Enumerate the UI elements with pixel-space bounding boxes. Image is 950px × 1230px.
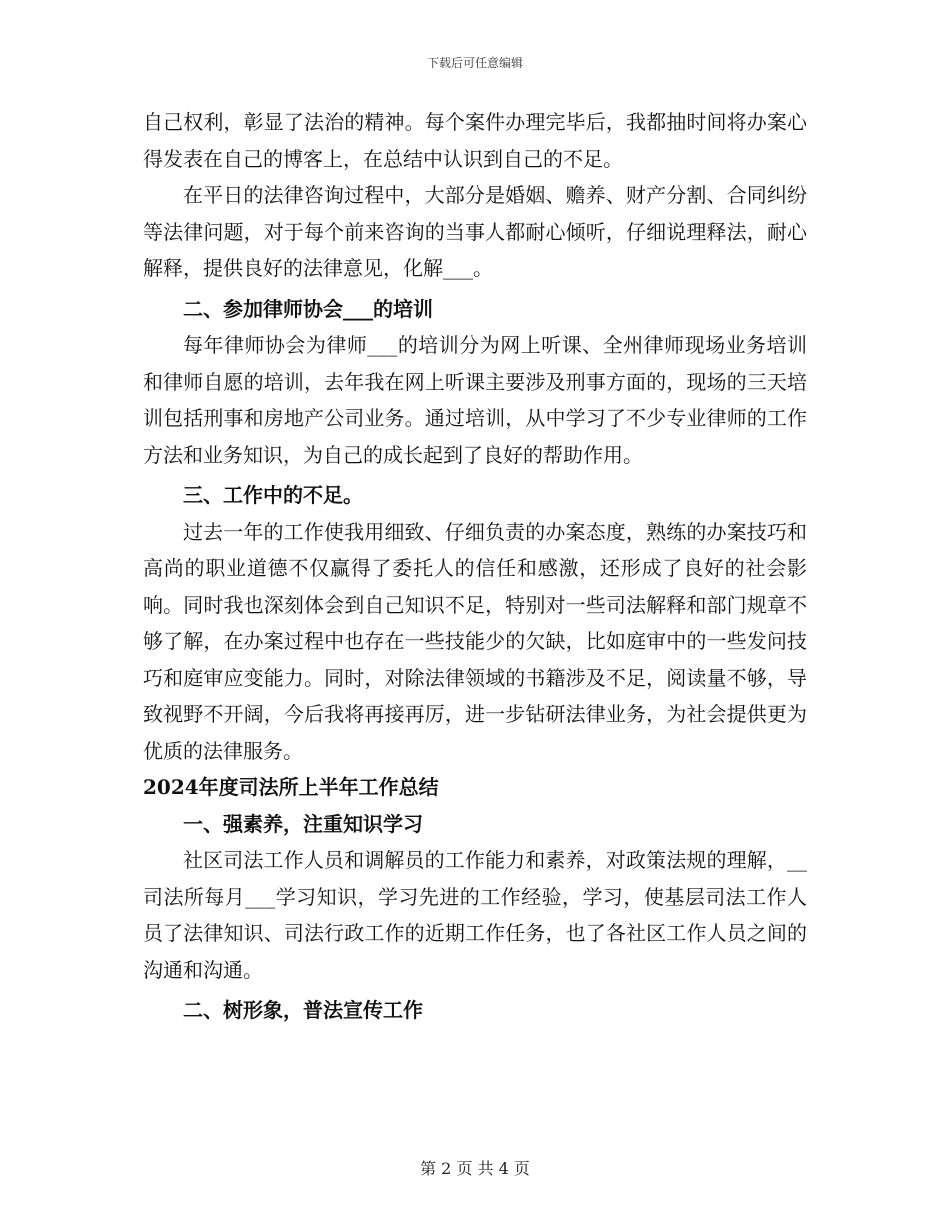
page-footer: 第 2 页 共 4 页 — [420, 1159, 530, 1178]
paragraph-training: 每年律师协会为律师___的培训分为网上听课、全州律师现场业务培训和律师自愿的培训，去年我在网上听课主要涉及刑事方面的，现场的三天培训包括刑事和房地产公司业务。通过培训，从中学习了不少专业律师的工作方法和业务知识，为自己的成长起到了良好的帮助作用。 — [143, 333, 807, 467]
document-body — [143, 104, 807, 1029]
paragraph-study: 社区司法工作人员和调解员的工作能力和素养，对政策法规的理解，__司法所每月___学习知识，学习先进的工作经验，学习，使基层司法工作人员了法律知识、司法行政工作的近期工作任务，也了各社区工作人员之间的沟通和沟通。 — [143, 848, 807, 982]
heading-training: 二、参加律师协会___的培训 — [183, 296, 433, 321]
paragraph-consultation: 在平日的法律咨询过程中，大部分是婚姻、赡养、财产分割、合同纠纷等法律问题，对于每个前来咨询的当事人都耐心倾听，仔细说理释法，耐心解释，提供良好的法律意见，化解___。 — [143, 183, 807, 280]
paragraph-rights: 自己权利，彰显了法治的精神。每个案件办理完毕后，我都抽时间将办案心得发表在自己的博客上，在总结中认识到自己的不足。 — [143, 110, 807, 171]
heading-publicity: 二、树形象，普法宣传工作 — [183, 998, 423, 1022]
page-header: 下载后可任意编辑 — [426, 56, 523, 70]
paragraph-shortcomings: 过去一年的工作使我用细致、仔细负责的办案态度，熟练的办案技巧和高尚的职业道德不仅赢得了委托人的信任和感激，还形成了良好的社会影响。同时我也深刻体会到自己知识不足，特别对一些司法解释和部门规章不够了解，在办案过程中也存在一些技能少的欠缺，比如庭审中的一些发问技巧和庭审应变能力。同时，对除法律领域的书籍涉及不足，阅读量不够，导致视野不开阔，今后我将再接再厉，进一步钻研法律业务，为社会提供更为优质的法律服务。 — [143, 519, 807, 763]
document-title: 2024年度司法所上半年工作总结 — [143, 775, 439, 799]
heading-study: 一、强素养，注重知识学习 — [183, 811, 423, 836]
heading-shortcomings: 三、工作中的不足。 — [183, 483, 363, 507]
